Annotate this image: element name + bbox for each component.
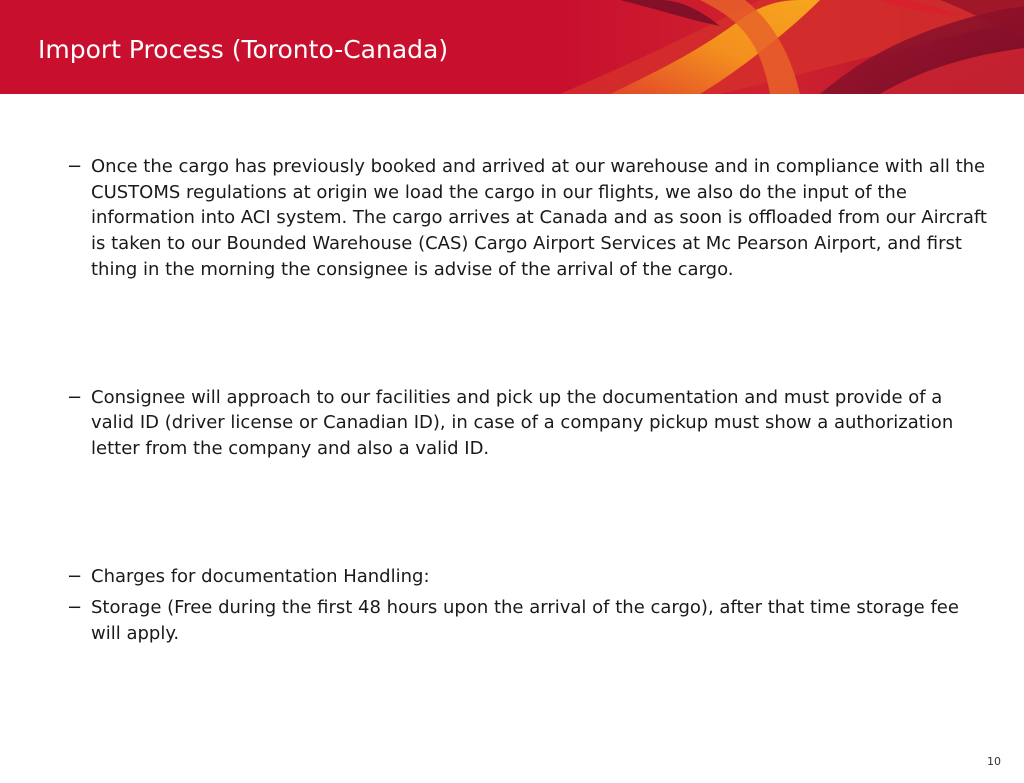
slide-title: Import Process (Toronto-Canada) [38,35,449,64]
bullet-item [67,154,987,283]
bullet-item [67,564,987,590]
bullet-dash-icon: − [67,386,83,408]
bullet-dash-icon: − [67,156,83,177]
bullet-item [67,385,987,462]
bullet-dash-icon: − [67,565,83,587]
bullet-list [67,154,987,647]
bullet-text: Storage (Free during the first 48 hours upon the arrival of the cargo), after that time storage fee will apply. [91,597,959,645]
page-number: 10 [987,755,1001,768]
bullet-text: Consignee will approach to our facilities and pick up the documentation and must provide of a valid ID (driver license or Canadian ID), in case of a company pickup must show a authorization letter from the company and also a valid ID. [91,386,954,459]
bullet-dash-icon: − [67,597,83,619]
bullet-text: Charges for documentation Handling: [91,565,430,587]
bullet-text: Once the cargo has previously booked and arrived at our warehouse and in compliance with all the CUSTOMS regulations at origin we load the cargo in our flights, we also do the input of the information into ACI system. The cargo arrives at Canada and as soon is offloaded from our Aircraft is taken to our Bounded Warehouse (CAS) Cargo Airport Services at Mc Pearson Airport, and first thing in the morning the consignee is advise of the arrival of the cargo. [91,156,987,280]
bullet-item [67,595,987,646]
header-banner [0,0,1024,94]
